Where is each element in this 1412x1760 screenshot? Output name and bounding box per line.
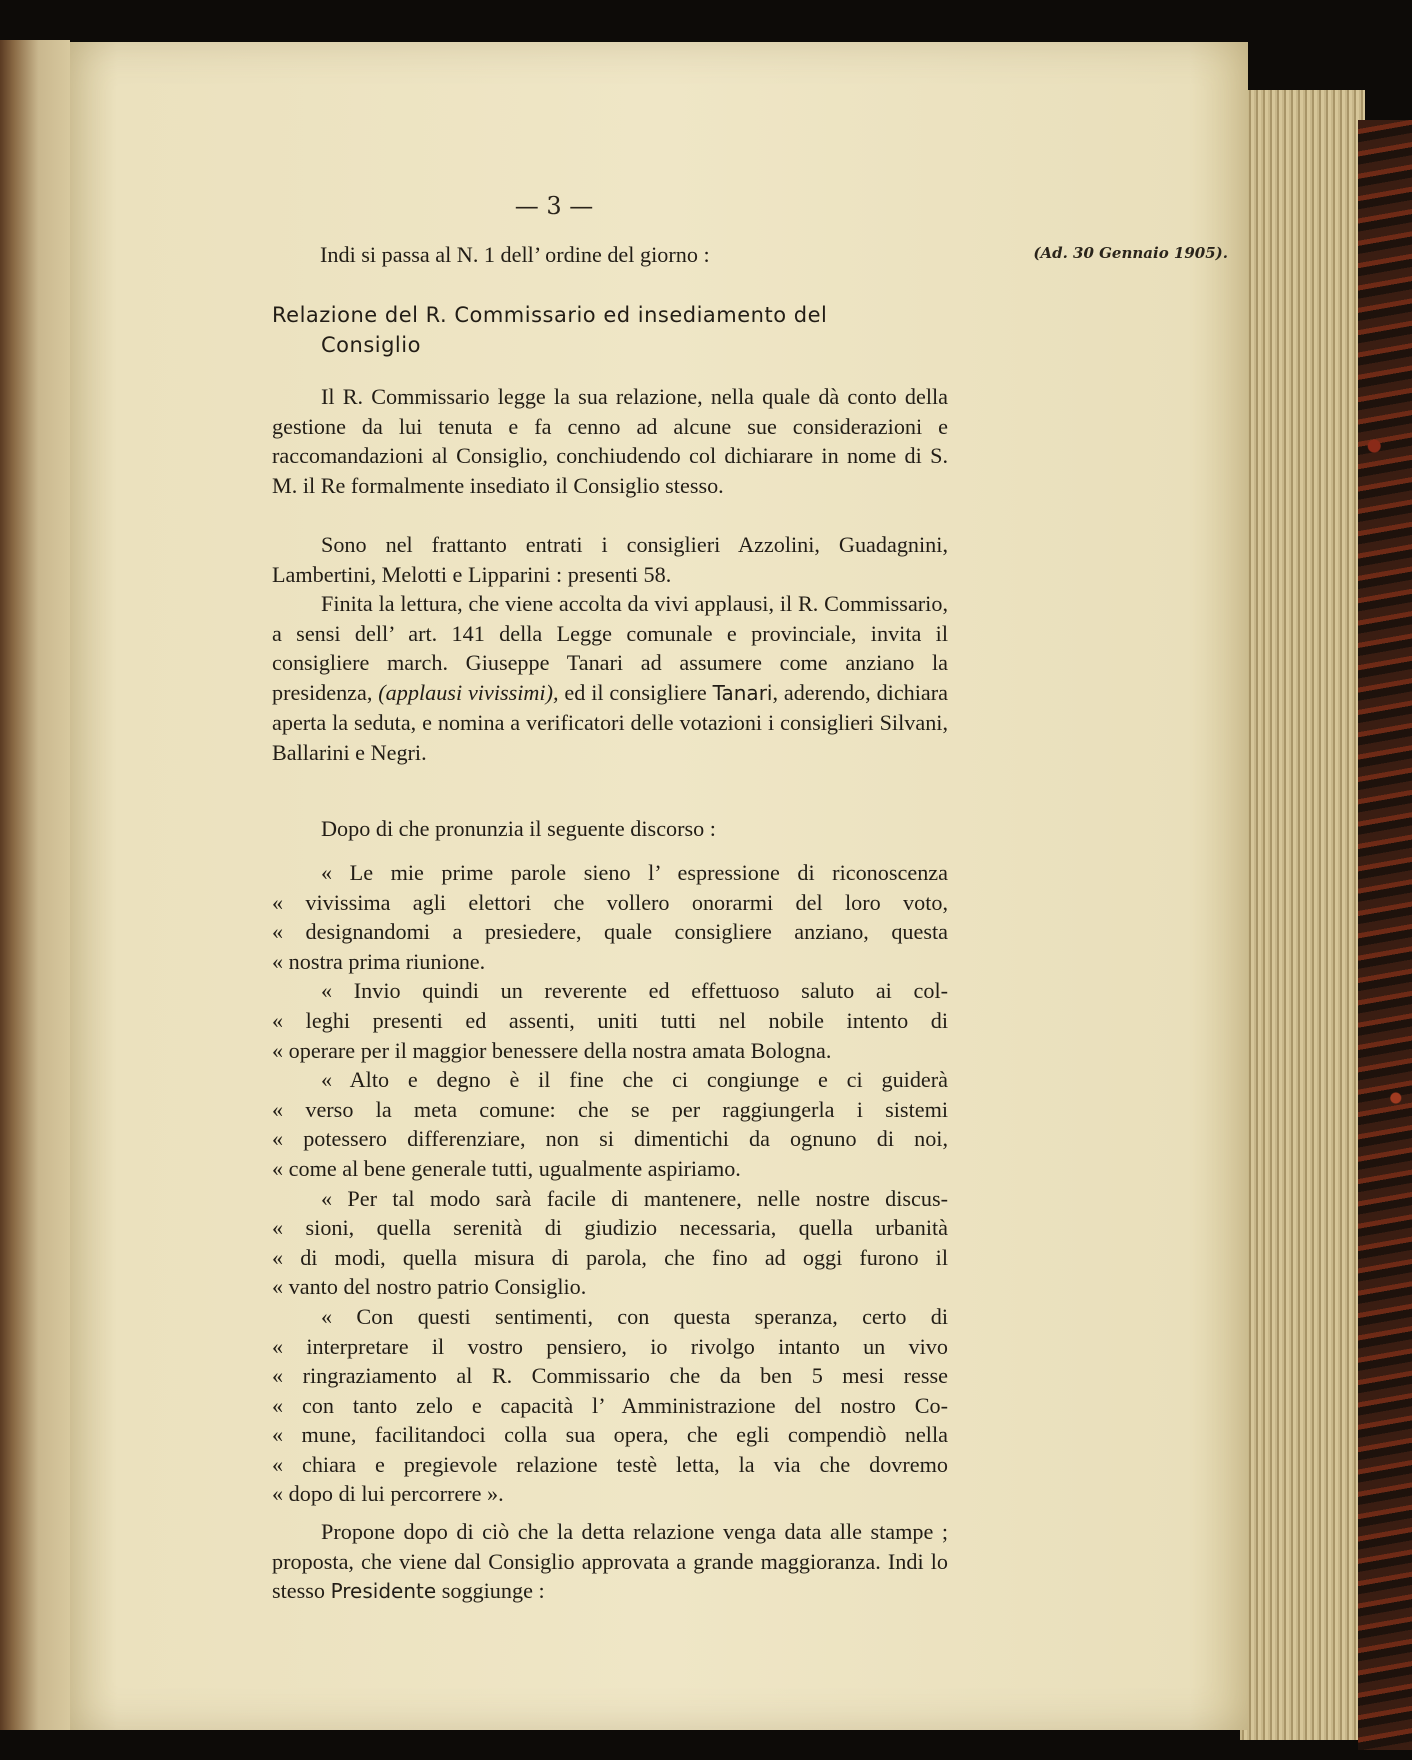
paragraph-5-text-a: Propone dopo di ciò che la detta relazione venga data alle stampe ; proposta, che viene dal Consiglio approvata a grande maggioranza. Indi lo stesso [272,1519,948,1604]
speech-line: « verso la meta comune: che se per raggiungerla i sistemi [272,1096,948,1122]
left-page-edge [0,40,70,1730]
speech-line: « sioni, quella serenità di giudizio necessaria, quella urbanità [272,1215,948,1241]
intro-line: Indi si passa al N. 1 dell’ ordine del giorno : [320,242,710,267]
paragraph-3 [272,589,948,768]
section-heading-line1: Relazione del R. Commissario ed insediamento del [272,303,828,327]
paragraph-3-italic: (applausi vivissimi), [378,679,559,705]
paragraph-2: Sono nel frattanto entrati i consiglieri Azzolini, Guadagnini, Lambertini, Melotti e Lipparini : presenti 58. [272,532,948,587]
section-heading-line2: Consiglio [321,333,421,357]
speech-line: « leghi presenti ed assenti, uniti tutti nel nobile intento di [272,1007,948,1033]
page-number: — 3 — [514,192,594,220]
speech-line: « chiara e pregievole relazione testè letta, la via che dovremo [272,1451,948,1477]
speech-line: « operare per il maggior benessere della nostra amata Bologna. [272,1037,832,1063]
speech-line: « Le mie prime parole sieno l’ espressione di riconoscenza [321,860,948,885]
session-date: (Ad. 30 Gennaio 1905). [1033,244,1228,262]
section-heading [272,300,972,360]
speech-line: « Per tal modo sarà facile di mantenere, nelle nostre discus- [321,1185,948,1211]
speech-line: « designandomi a presiedere, quale consigliere anziano, questa [272,919,948,945]
paragraph-4: Dopo di che pronunzia il seguente discorso : [321,816,716,841]
book-page-block [1240,90,1365,1740]
paragraph-5 [272,1517,948,1607]
document-page [70,42,1248,1730]
speech-line: « potessero differenziare, non si dimentichi da ognuno di noi, [272,1126,948,1152]
speech-line: « Alto e degno è il fine che ci congiunge e ci guiderà [321,1067,948,1093]
speech-line: « ringraziamento al R. Commissario che da ben 5 mesi resse [272,1363,948,1389]
speech-line: « nostra prima riunione. [272,948,486,974]
speech-line: « mune, facilitandoci colla sua opera, che egli compendiò nella [272,1422,948,1448]
speech-line: « come al bene generale tutti, ugualmente aspiriamo. [272,1155,741,1181]
speech-line: « di modi, quella misura di parola, che fino ad oggi furono il [272,1244,948,1270]
speech-block [272,858,948,1509]
paragraph-3-text-a: Finita la lettura, che viene accolta da vivi applausi, il R. Commissario, a sensi dell’ art. 141 della Legge comunale e provinciale, invita il consigliere march. Giuseppe Tanari ad assumere come anziano la presidenza, [272,591,948,705]
paragraph-1: Il R. Commissario legge la sua relazione, nella quale dà conto della gestione da lui tenuta e fa cenno ad alcune sue considerazioni e raccomandazioni al Consiglio, conchiudendo col dichiarare in nome di S. M. il Re formalmente insediato il Consiglio stesso. [272,384,948,498]
speech-line: « dopo di lui percorrere ». [272,1481,504,1507]
speech-line: « Con questi sentimenti, con questa speranza, certo di [321,1303,948,1329]
speech-line: « interpretare il vostro pensiero, io rivolgo intanto un vivo [272,1333,948,1359]
speech-line: « Invio quindi un reverente ed effettuoso saluto ai col- [321,978,948,1004]
speech-line: « vivissima agli elettori che vollero onorarmi del loro voto, [272,889,948,915]
book-cover-marbled [1358,120,1412,1750]
speech-line: « vanto del nostro patrio Consiglio. [272,1274,587,1300]
presidente-word: Presidente [330,1579,437,1604]
president-name: Tanari [712,680,773,705]
paragraph-3-text-b: ed il consigliere [564,679,707,705]
speech-line: « con tanto zelo e capacità l’ Amministrazione del nostro Co- [272,1392,948,1418]
paragraph-5-text-b: soggiunge : [441,1578,545,1604]
paragraph-3-text-c: , aderendo, dichiara aperta la seduta, e nomina a verificatori delle votazioni i consiglieri Silvani, Ballarini e Negri. [272,679,949,765]
